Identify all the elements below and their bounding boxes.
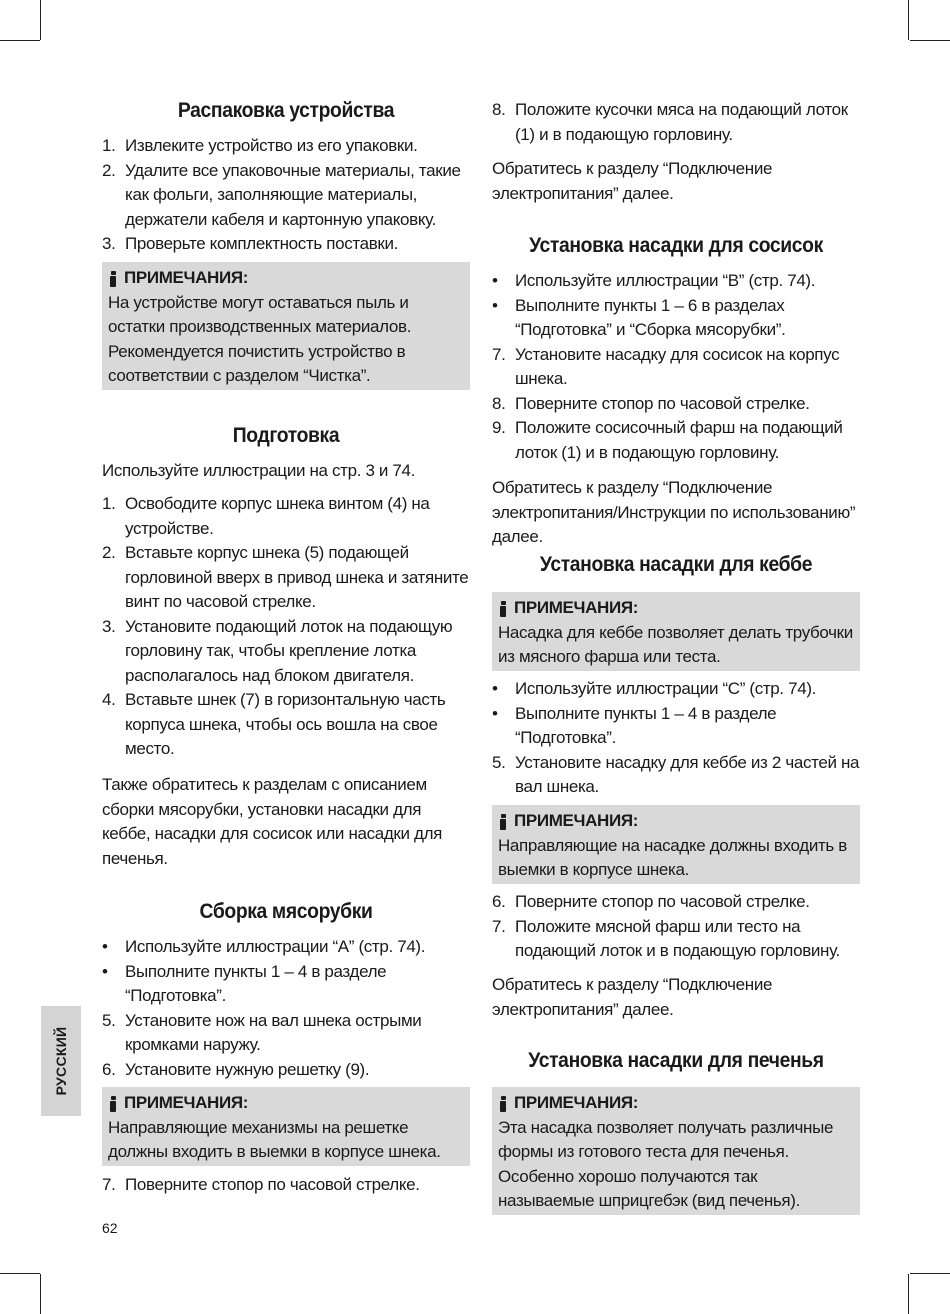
crop-mark <box>0 1273 40 1274</box>
assembly-list-after <box>102 1173 470 1198</box>
kebbe-list-after <box>492 890 860 964</box>
list-item: • Используйте иллюстрации “C” (стр. 74). <box>492 679 817 698</box>
note-text: Эта насадка позволяет получать различные формы из готового теста для печенья. Особенно хорошо получаются так называемые шприцгебэк (вид печенья). <box>498 1117 834 1210</box>
note-heading: ПРИМЕЧАНИЯ: <box>108 1091 464 1116</box>
sausage-outro: Обратитесь к разделу “Подключение электропитания/Инструкции по использованию” далее. <box>492 478 856 546</box>
info-icon <box>498 600 508 617</box>
note-box <box>102 262 470 390</box>
crop-mark <box>910 1273 950 1274</box>
list-item: 8. Положите кусочки мяса на подающий лоток (1) и в подающую горловину. <box>492 100 848 144</box>
kebbe-list <box>492 677 860 800</box>
note-heading: ПРИМЕЧАНИЯ: <box>498 596 854 621</box>
continued-list <box>492 98 860 147</box>
list-item: • Используйте иллюстрации “A” (стр. 74). <box>102 937 426 956</box>
note-box <box>492 592 860 671</box>
note-box <box>102 1087 470 1166</box>
info-icon <box>498 813 508 830</box>
list-item: 6. Поверните стопор по часовой стрелке. <box>492 892 810 911</box>
list-item: 7. Поверните стопор по часовой стрелке. <box>102 1175 420 1194</box>
preparation-list <box>102 492 470 762</box>
list-item: • Выполните пункты 1 – 4 в разделе “Подготовка”. <box>102 961 387 1005</box>
sausage-list <box>492 269 860 465</box>
assembly-list <box>102 935 470 1082</box>
list-item: 8. Поверните стопор по часовой стрелке. <box>492 393 810 413</box>
crop-mark <box>40 1274 41 1314</box>
language-side-tab <box>41 1006 81 1116</box>
list-item: 4. Вставьте шнек (7) в горизонтальную часть корпуса шнека, чтобы ось вошла на свое место. <box>102 690 446 758</box>
list-item: • Используйте иллюстрации “B” (стр. 74). <box>492 271 816 290</box>
note-text: Направляющие механизмы на решетке должны входить в выемки в корпусе шнека. <box>108 1117 441 1161</box>
info-icon <box>108 1095 118 1112</box>
note-text: Направляющие на насадке должны входить в выемки в корпусе шнека. <box>498 835 847 879</box>
list-item: 1. Освободите корпус шнека винтом (4) на устройстве. <box>102 494 430 538</box>
kebbe-outro: Обратитесь к разделу “Подключение электропитания” далее. <box>492 975 773 1019</box>
crop-mark <box>908 1274 909 1314</box>
list-item: 1. Извлеките устройство из его упаковки. <box>102 136 418 155</box>
list-item: 9. Положите сосисочный фарш на подающий лоток (1) и в подающую горловину. <box>492 418 843 462</box>
note-box <box>492 1087 860 1215</box>
preparation-intro: Используйте иллюстрации на стр. 3 и 74. <box>102 461 416 480</box>
list-item: 6. Установите нужную решетку (9). <box>102 1059 370 1079</box>
section-title-assembly: Сборка мясорубки <box>199 900 373 923</box>
continued-outro: Обратитесь к разделу “Подключение электропитания” далее. <box>492 159 773 203</box>
crop-mark <box>908 0 909 40</box>
list-item: 7. Положите мясной фарш или тесто на подающий лоток и в подающую горловину. <box>492 916 840 960</box>
list-item: 3. Проверьте комплектность поставки. <box>102 234 399 253</box>
page-number: 62 <box>102 1220 118 1236</box>
preparation-outro: Также обратитесь к разделам с описанием сборки мясорубки, установки насадки для кеббе, насадки для сосисок или насадки для печенья. <box>102 775 443 868</box>
section-title-cookie: Установка насадки для печенья <box>528 1049 824 1072</box>
section-title-kebbe: Установка насадки для кеббе <box>539 553 813 576</box>
list-item: 5. Установите насадку для кеббе из 2 частей на вал шнека. <box>492 752 860 796</box>
crop-mark <box>40 0 41 40</box>
list-item: • Выполните пункты 1 – 4 в разделе “Подготовка”. <box>492 703 777 747</box>
note-heading: ПРИМЕЧАНИЯ: <box>108 266 464 291</box>
crop-mark <box>0 40 40 41</box>
language-label: РУССКИЙ <box>53 1026 69 1096</box>
list-item: 3. Установите подающий лоток на подающую горловину так, чтобы крепление лотка располагалось над блоком двигателя. <box>102 616 453 685</box>
note-heading: ПРИМЕЧАНИЯ: <box>498 1091 854 1116</box>
list-item: 5. Установите нож на вал шнека острыми кромками наружу. <box>102 1010 422 1054</box>
unpacking-list <box>102 134 470 257</box>
section-title-sausage: Установка насадки для сосисок <box>529 234 823 257</box>
list-item: 2. Удалите все упаковочные материалы, такие как фольги, заполняющие материалы, держатели кабеля и картонную упаковку. <box>102 160 461 229</box>
crop-mark <box>910 40 950 41</box>
list-item: • Выполните пункты 1 – 6 в разделах “Подготовка” и “Сборка мясорубки”. <box>492 295 786 339</box>
note-text: Насадка для кеббе позволяет делать трубочки из мясного фарша или теста. <box>498 622 853 666</box>
list-item: 2. Вставьте корпус шнека (5) подающей горловиной вверх в привод шнека и затяните винт по часовой стрелке. <box>102 543 469 611</box>
section-title-unpacking: Распаковка устройства <box>177 99 395 122</box>
info-icon <box>498 1095 508 1112</box>
list-item: 7. Установите насадку для сосисок на корпус шнека. <box>492 344 840 388</box>
note-box <box>492 805 860 884</box>
info-icon <box>108 270 118 287</box>
section-title-preparation: Подготовка <box>232 424 340 447</box>
note-heading: ПРИМЕЧАНИЯ: <box>498 809 854 834</box>
note-text: На устройстве могут оставаться пыль и остатки производственных материалов. Рекомендуется почистить устройство в соответствии с разделом “Чистка”. <box>108 292 412 385</box>
